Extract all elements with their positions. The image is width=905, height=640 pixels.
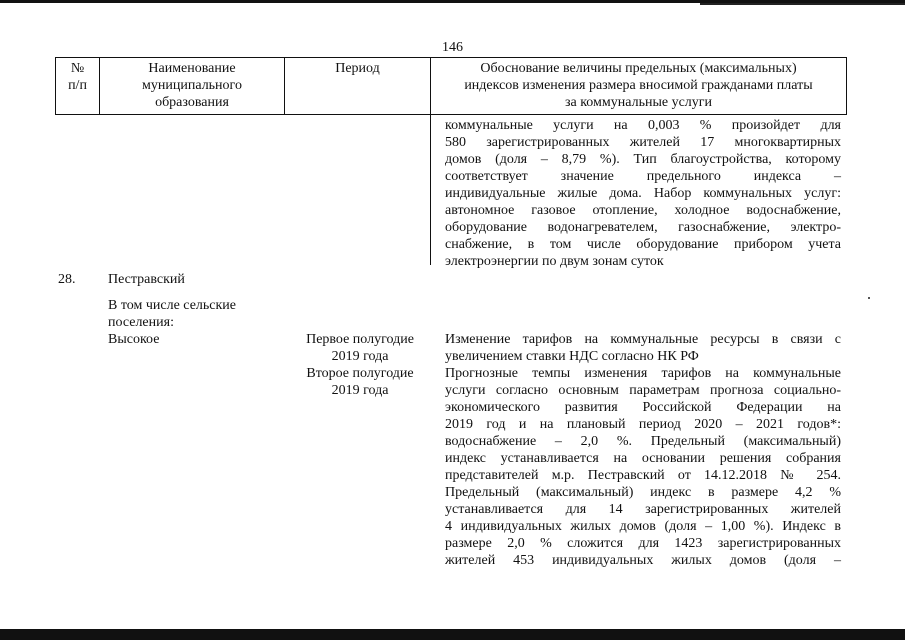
basis-line: водоснабжение – 2,0 %. Предельный (максимальный) [445, 434, 841, 449]
header-text: Обоснование величины предельных (максимальных) [480, 61, 797, 76]
continuation-line: 580 зарегистрированных жителей 17 многоквартирных [445, 135, 841, 150]
subtitle-line: В том числе сельские [108, 298, 237, 313]
top-border-accent [700, 3, 905, 5]
row-number: 28. [58, 272, 76, 287]
table-header [55, 57, 847, 115]
continuation-line: оборудование водонагревателем, газоснабжение, электро- [445, 220, 841, 235]
header-col-name [100, 58, 285, 115]
continuation-line: индивидуальные жилые дома. Набор коммунальных услуг: [445, 186, 841, 201]
basis-line: представителей м.р. Пестравский от 14.12.2018 № 254. [445, 468, 841, 483]
basis-line: Изменение тарифов на коммунальные ресурсы в связи с [445, 332, 841, 347]
header-text: п/п [68, 78, 87, 93]
header-text: индексов изменения размера вносимой гражданами платы [464, 78, 813, 93]
basis-line: жителей 453 индивидуальных жилых домов (доля – [445, 553, 841, 568]
basis-line: индекс устанавливается на основании решения собрания [445, 451, 841, 466]
period-line: 2019 года [331, 349, 389, 364]
column-divider [430, 114, 431, 265]
basis-line: размере 2,0 % сложится для 1423 зарегистрированных [445, 536, 841, 551]
period-list [290, 331, 430, 399]
basis-line: 2019 год и на плановый период 2020 – 2021 годов*: [445, 417, 841, 432]
header-col-number [56, 58, 100, 115]
settlement-name: Высокое [108, 332, 160, 347]
basis-line: 4 индивидуальных жилых домов (доля – 1,00 %). Индекс в [445, 519, 841, 534]
municipality-subtitle [108, 297, 288, 331]
continuation-line: снабжение, в том числе оборудование прибором учета [445, 237, 841, 252]
basis-line: экономического развития Российской Федерации на [445, 400, 841, 415]
header-col-basis [431, 58, 847, 115]
basis-line: услуги согласно основным параметрам прогноза социально- [445, 383, 841, 398]
period-line: Первое полугодие [306, 332, 414, 347]
basis-line: Прогнозные темпы изменения тарифов на коммунальные [445, 366, 841, 381]
subtitle-line: поселения: [108, 315, 174, 330]
continuation-line: домов (доля – 8,79 %). Тип благоустройства, которому [445, 152, 841, 167]
header-text: муниципального [142, 78, 242, 93]
continuation-line: автономное газовое отопление, холодное водоснабжение, [445, 203, 841, 218]
basis-line: Предельный (максимальный) индекс в размере 4,2 % [445, 485, 841, 500]
municipality-name: Пестравский [108, 272, 185, 287]
scan-speck [868, 297, 870, 299]
continuation-block [445, 117, 841, 270]
header-text: Период [335, 61, 380, 76]
basis-line: увеличением ставки НДС согласно НК РФ [445, 349, 699, 364]
basis-line: устанавливается для 14 зарегистрированных жителей [445, 502, 841, 517]
header-text: № [70, 61, 85, 76]
bottom-border [0, 629, 905, 640]
continuation-line: коммунальные услуги на 0,003 % произойдет для [445, 118, 841, 133]
continuation-line: электроэнергии по двум зонам суток [445, 254, 664, 269]
page-number: 146 [442, 40, 463, 55]
header-col-period [285, 58, 431, 115]
continuation-line: соответствует значение предельного индекса – [445, 169, 841, 184]
period-line: 2019 года [331, 383, 389, 398]
basis-block [445, 331, 841, 569]
header-text: Наименование [148, 61, 236, 76]
header-text: за коммунальные услуги [564, 95, 713, 110]
header-text: образования [155, 95, 229, 110]
period-line: Второе полугодие [306, 366, 414, 381]
